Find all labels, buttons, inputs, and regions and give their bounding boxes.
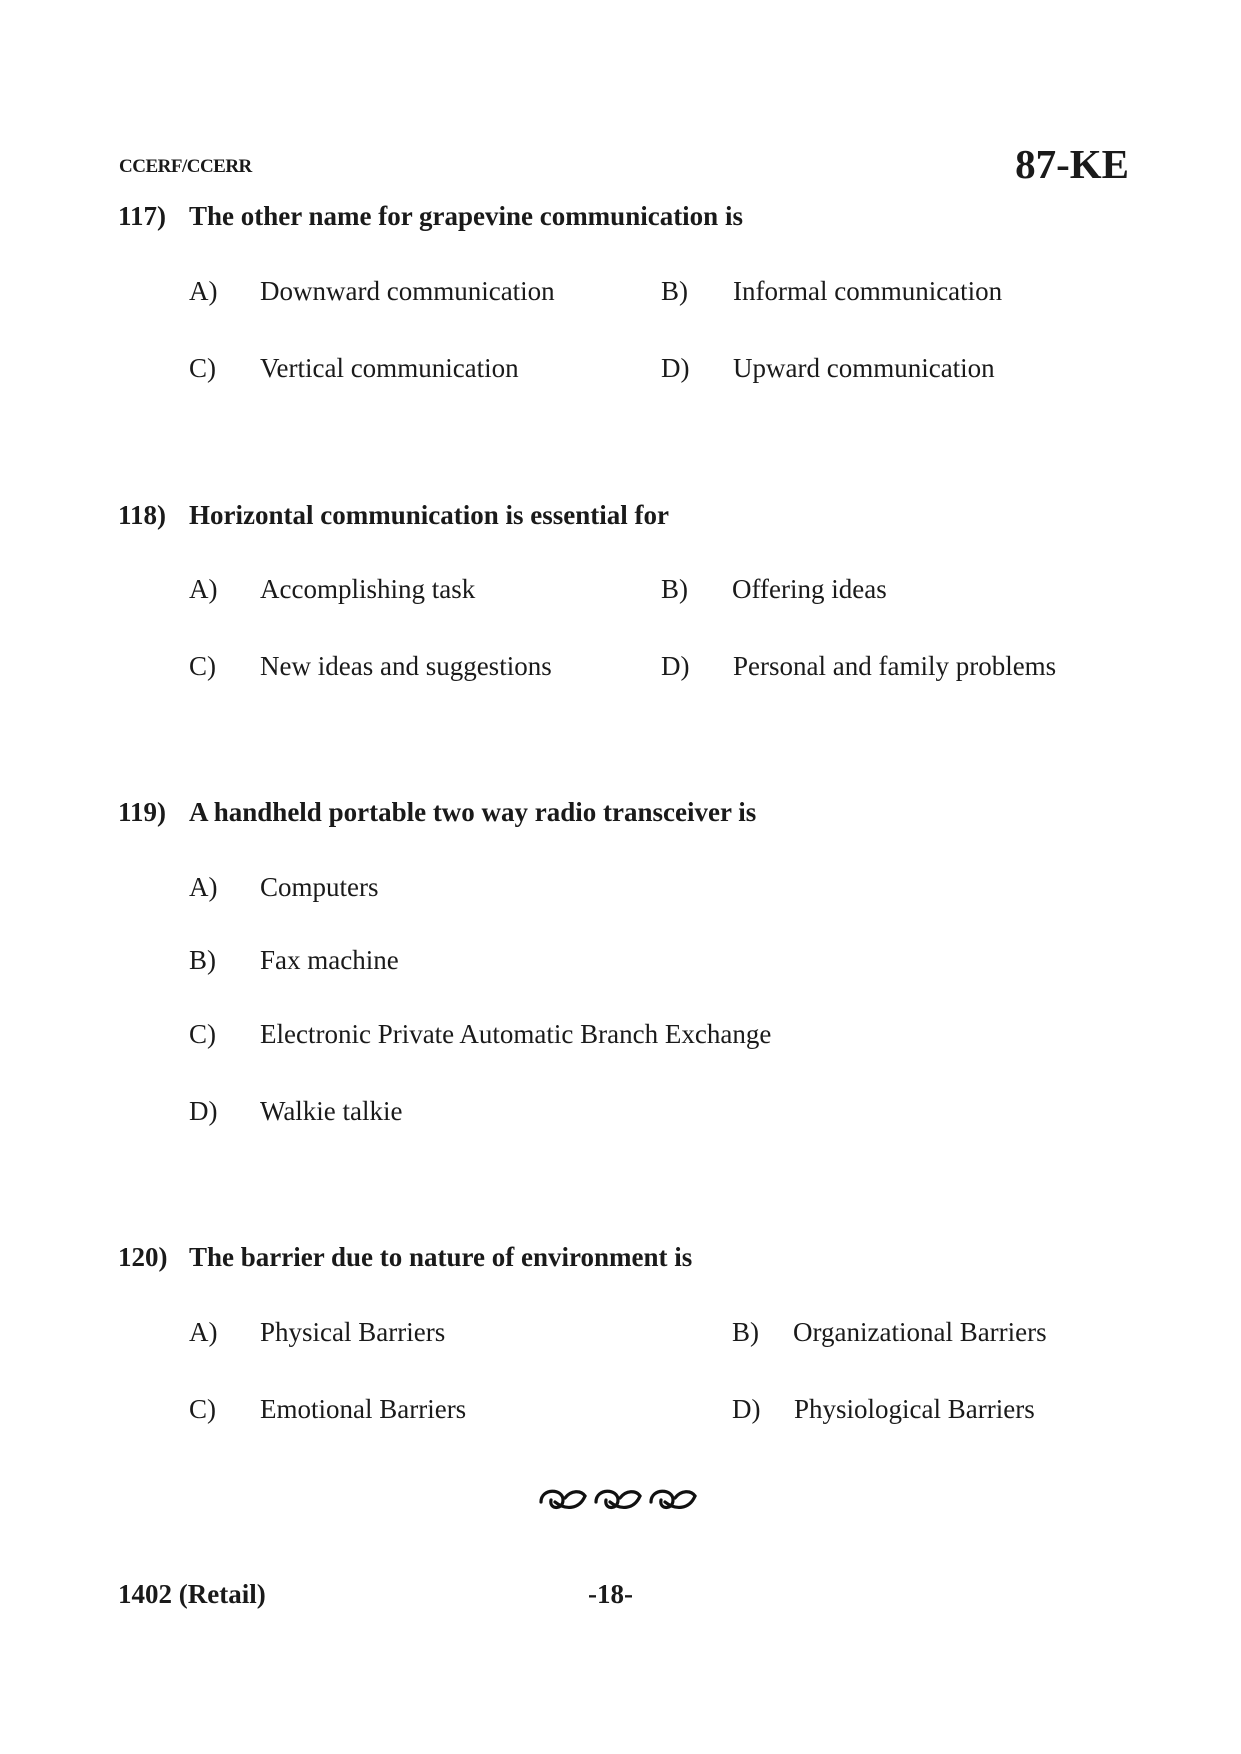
question-text: The barrier due to nature of environment is (189, 1242, 693, 1272)
option-text: Offering ideas (732, 574, 887, 604)
option-label: A) (189, 276, 218, 306)
option-text: Computers (260, 872, 379, 902)
question-text: The other name for grapevine communication is (189, 201, 743, 231)
question-text: A handheld portable two way radio transceiver is (189, 797, 757, 827)
option-label: C) (189, 651, 216, 681)
option-label: C) (189, 353, 216, 383)
option-label: A) (189, 574, 218, 604)
option-label: A) (189, 1317, 218, 1347)
exam-code: CCERF/CCERR (119, 156, 252, 177)
option-text: New ideas and suggestions (260, 651, 552, 681)
option-label: B) (661, 574, 688, 604)
option-label: D) (661, 353, 690, 383)
option-label: B) (732, 1317, 759, 1347)
option-label: A) (189, 872, 218, 902)
option-text: Walkie talkie (260, 1096, 403, 1126)
question-number: 117) (118, 201, 167, 231)
question-number: 120) (118, 1242, 168, 1272)
option-label: D) (661, 651, 690, 681)
option-text: Electronic Private Automatic Branch Exchange (260, 1019, 772, 1049)
question-number: 118) (118, 500, 167, 530)
option-text: Physical Barriers (260, 1317, 446, 1347)
option-label: D) (189, 1096, 218, 1126)
option-label: C) (189, 1394, 216, 1424)
option-label: D) (732, 1394, 761, 1424)
end-of-section-ornament-icon (535, 1480, 705, 1525)
option-label: B) (661, 276, 688, 306)
paper-code: 87-KE (1015, 141, 1129, 187)
option-text: Personal and family problems (733, 651, 1057, 681)
question-text: Horizontal communication is essential for (189, 500, 669, 530)
option-text: Downward communication (260, 276, 555, 306)
option-label: B) (189, 945, 216, 975)
option-text: Vertical communication (260, 353, 519, 383)
option-text: Upward communication (733, 353, 995, 383)
option-text: Fax machine (260, 945, 399, 975)
booklet-code: 1402 (Retail) (118, 1579, 266, 1609)
question-number: 119) (118, 797, 167, 827)
page-number: -18- (588, 1579, 633, 1609)
option-label: C) (189, 1019, 216, 1049)
option-text: Physiological Barriers (794, 1394, 1035, 1424)
option-text: Accomplishing task (260, 574, 476, 604)
option-text: Emotional Barriers (260, 1394, 467, 1424)
option-text: Informal communication (733, 276, 1003, 306)
option-text: Organizational Barriers (793, 1317, 1047, 1347)
